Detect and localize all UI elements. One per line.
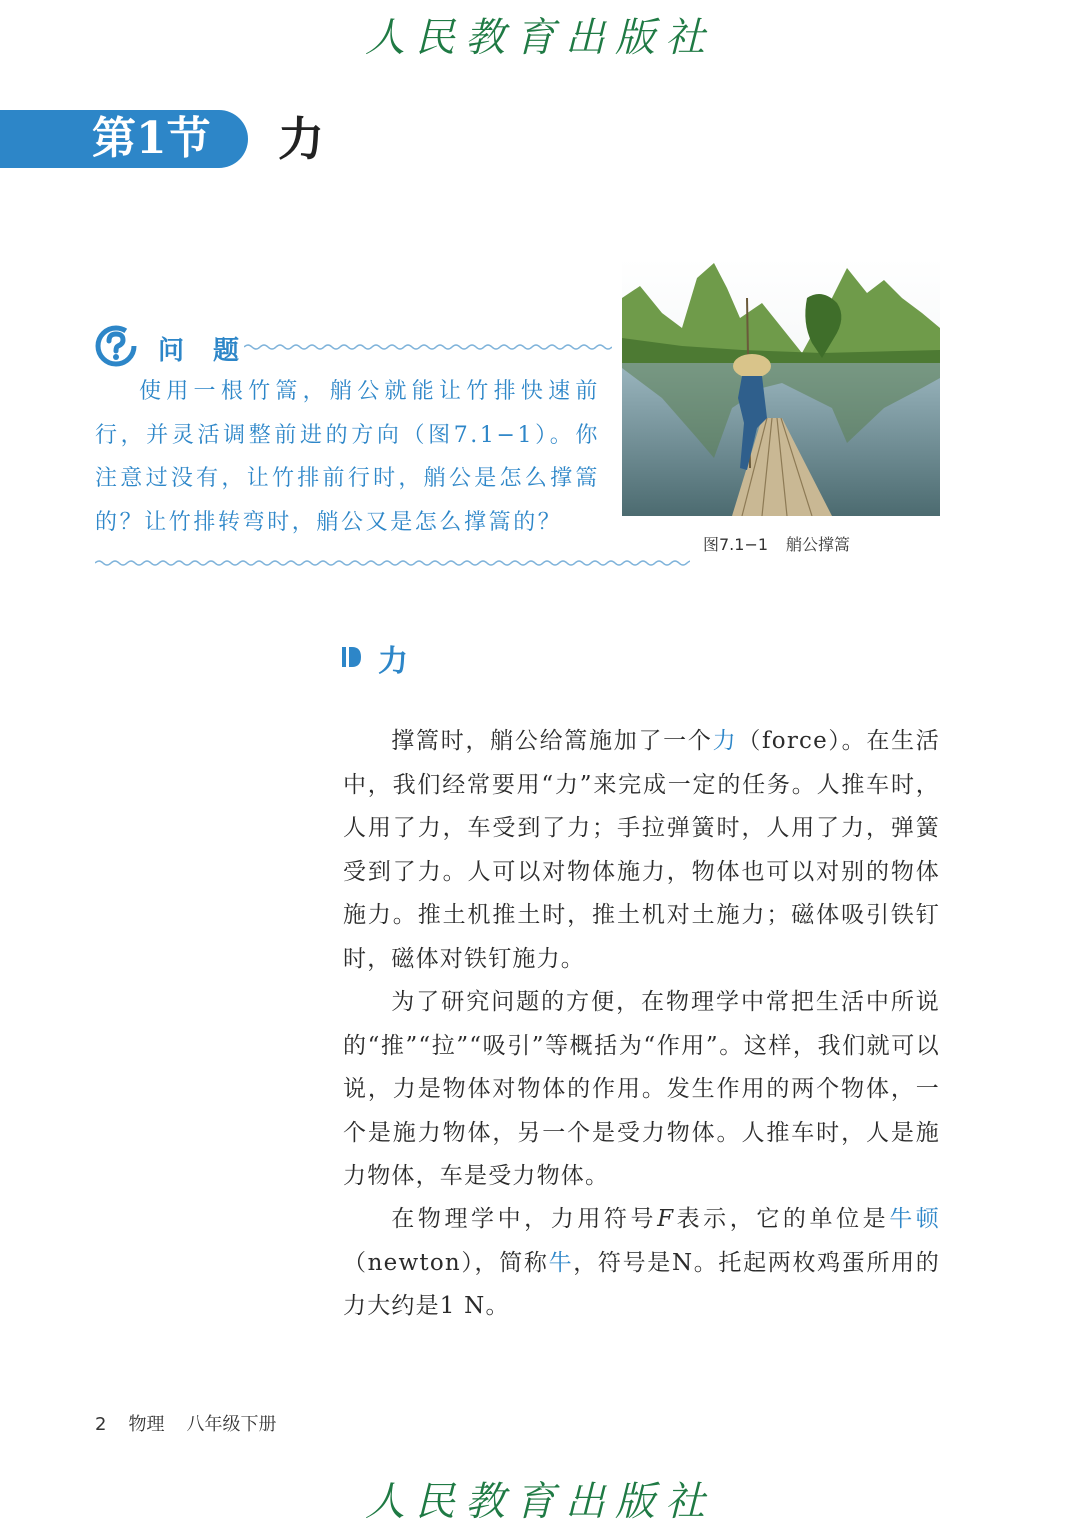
paragraph-2: 为了研究问题的方便，在物理学中常把生活中所说的“推”“拉”“吸引”等概括为“作用”。这样，我们就可以说，力是物体对物体的作用。发生作用的两个物体，一个是施力物体，另一个是受力物体。人推车时，人是施力物体，车是受力物体。 [343, 989, 940, 1189]
keyword-niu: 牛 [548, 1249, 574, 1276]
publisher-logo-bottom: 人民教育出版社 [365, 1479, 715, 1525]
figure-caption-text: 艄公撑篙 [786, 535, 851, 554]
boatman-photo [622, 258, 940, 516]
page-footer [95, 1410, 298, 1436]
figure-number: 图7.1−1 [703, 535, 769, 554]
figure-caption [703, 532, 868, 555]
paragraph-3 [343, 1198, 940, 1329]
question-text: 使用一根竹篙，艄公就能让竹排快速前行，并灵活调整前进的方向（图7.1−1）。你注意过没有，让竹排前行时，艄公是怎么撑篙的？让竹排转弯时，艄公又是怎么撑篙的？ [95, 379, 600, 535]
subheading: 力 [378, 644, 408, 679]
paragraph-1 [343, 720, 940, 981]
section-number: 第1节 [92, 113, 211, 164]
paragraph-3-part1: 在物理学中，力用符号 [391, 1206, 658, 1232]
paragraph-3-part2: 表示，它的单位是 [674, 1206, 890, 1232]
paragraph-3-part3: （newton），简称 [343, 1249, 549, 1276]
keyword-force: 力 [712, 728, 738, 754]
paragraph-1-before: 撑篙时，艄公给篙施加了一个 [391, 728, 713, 754]
subheading-marker-icon [342, 645, 362, 669]
wavy-divider-bottom [95, 558, 690, 568]
paragraph-3-part4: ，符号是N。托起两枚鸡蛋所用的力大约是1 N。 [343, 1249, 941, 1319]
keyword-newton: 牛顿 [889, 1206, 940, 1232]
paragraph-1-after: （force）。在生活中，我们经常要用“力”来完成一定的任务。人推车时，人用了力，车受到了力；手拉弹簧时，人用了力，弹簧受到了力。人可以对物体施力，物体也可以对别的物体施力。推土机推土时，推土机对土施力；磁体吸引铁钉时，磁体对铁钉施力。 [343, 728, 940, 972]
wavy-divider-top [244, 342, 612, 352]
question-icon [95, 325, 137, 367]
footer-grade: 八年级下册 [186, 1414, 277, 1435]
section-title: 力 [278, 112, 324, 166]
footer-subject: 物理 [128, 1414, 165, 1435]
publisher-logo-top: 人民教育出版社 [365, 15, 715, 61]
force-symbol: F [657, 1206, 675, 1232]
question-label: 问 题 [158, 336, 250, 366]
page-number: 2 [95, 1414, 107, 1435]
